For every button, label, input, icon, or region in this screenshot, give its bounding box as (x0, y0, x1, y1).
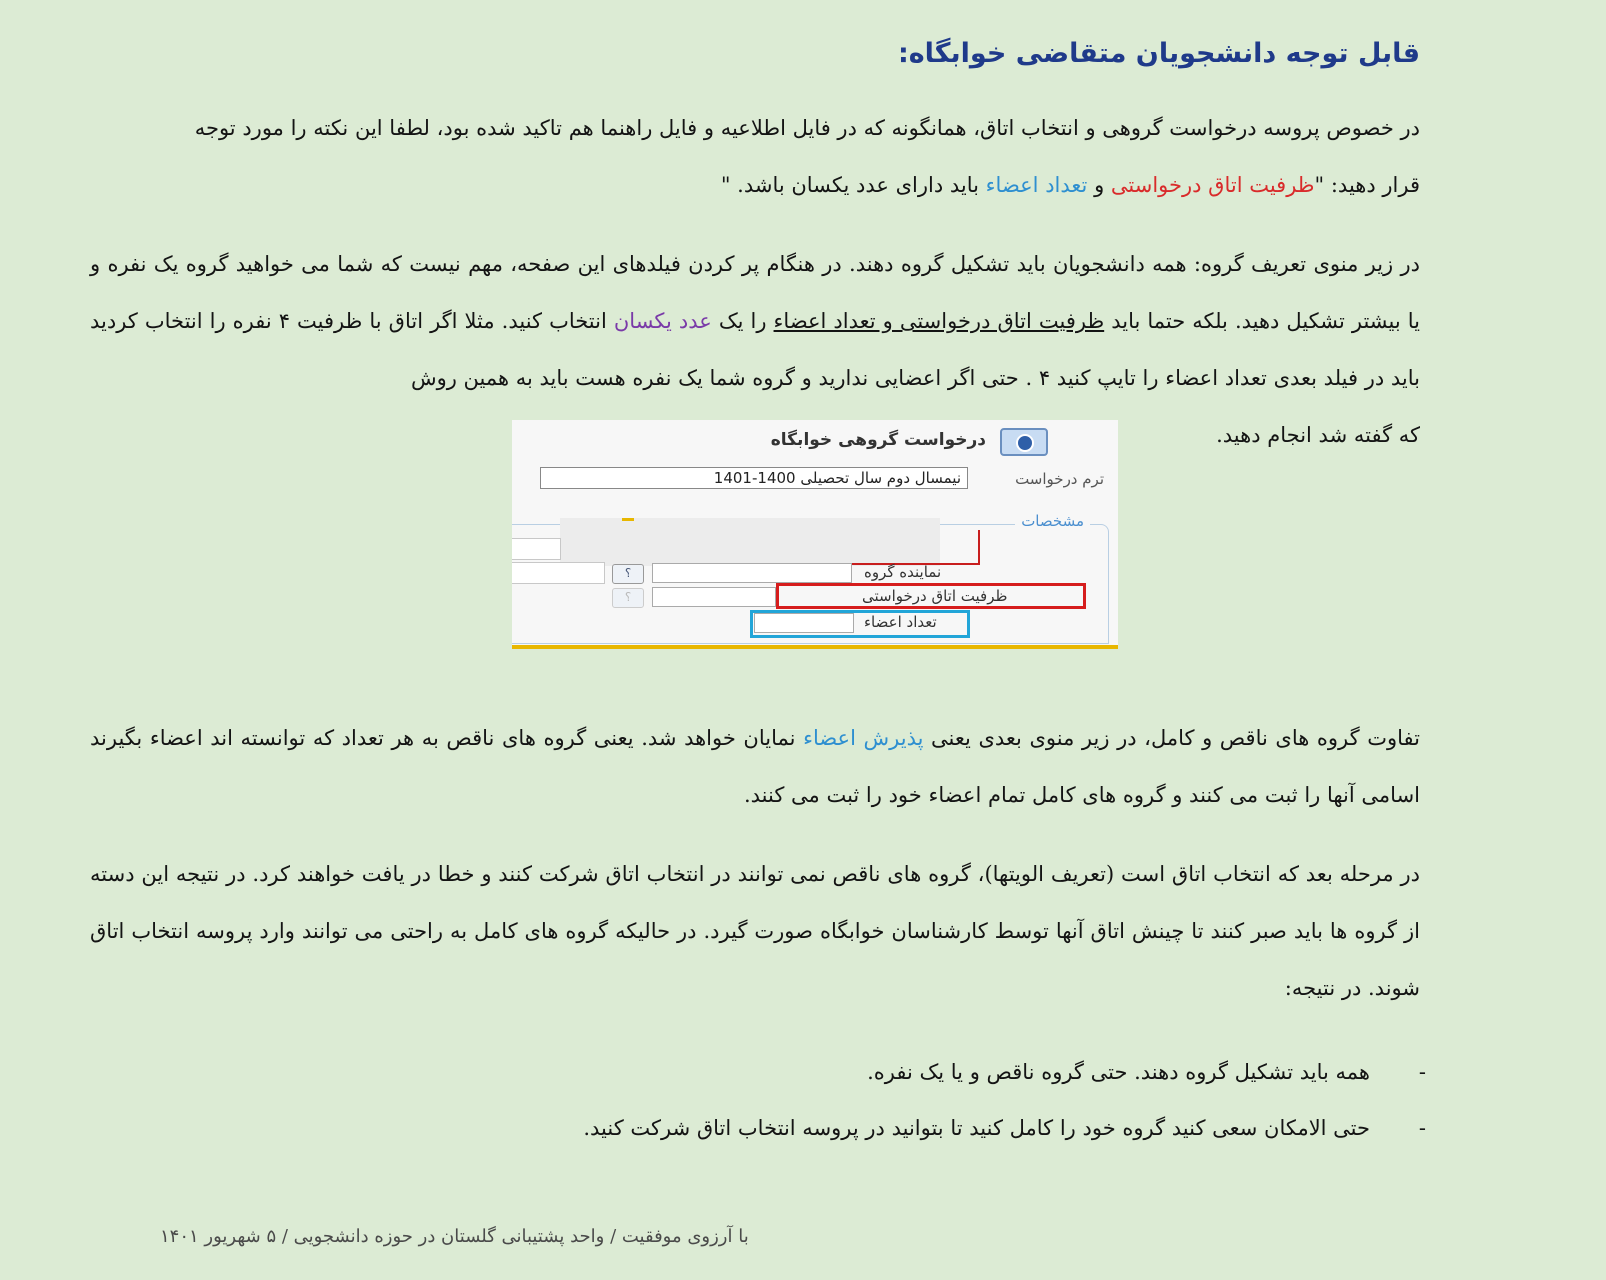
red-marker-vertical (978, 530, 980, 564)
bullet-item-1 (270, 1052, 1426, 1092)
help-button-2[interactable]: ؟ (612, 588, 644, 608)
footer-signature: با آرزوی موفقیت / واحد پشتیبانی گلستان در حوزه دانشجویی / ۵ شهریور ۱۴۰۱ (160, 1226, 749, 1247)
paragraph-2-b: را یک (711, 309, 774, 333)
paragraph-2-d: که گفته شد انجام دهید. (1216, 423, 1420, 447)
bullet-text-1: همه باید تشکیل گروه دهند. حتی گروه ناقص و یا یک نفره. (867, 1060, 1370, 1084)
form-header-icon (1000, 428, 1048, 456)
and-text: و (1087, 173, 1111, 197)
paragraph-1 (90, 100, 1420, 214)
term-label: ترم درخواست (1015, 470, 1104, 488)
underlined-fields-text: ظرفیت اتاق درخواستی و تعداد اعضاء (773, 309, 1105, 333)
bullet-dash-1: - (1418, 1060, 1426, 1084)
member-count-highlight: تعداد اعضاء (985, 173, 1088, 197)
group-representative-input[interactable] (652, 563, 852, 583)
paragraph-3-b: نمایان خواهد شد. یعنی گروه های ناقص به هر تعداد که توانسته اند اعضاء بگیرند اسامی آنها را ثبت می کنند و گروه های کامل تمام اعضاء خود را ثبت می کنند. (90, 726, 1420, 807)
member-count-highlight-box (750, 610, 970, 638)
bullet-dash-2: - (1418, 1116, 1426, 1140)
bullet-item-2 (270, 1108, 1426, 1148)
accept-members-highlight: پذیرش اعضاء (803, 726, 924, 750)
room-capacity-highlight-box (776, 583, 1086, 609)
term-select[interactable]: نیمسال دوم سال تحصیلی 1400-1401 (540, 467, 968, 489)
same-number-highlight: عدد یکسان (613, 309, 712, 333)
details-legend: مشخصات (1015, 512, 1090, 530)
group-representative-label: نماینده گروه (864, 563, 942, 581)
room-capacity-label: ظرفیت اتاق درخواستی (862, 587, 1008, 605)
form-header-title: درخواست گروهی خوابگاه (770, 430, 986, 450)
paragraph-2-a: در زیر منوی تعریف گروه: همه دانشجویان باید تشکیل گروه دهند. در هنگام پر کردن فیلدهای این صفحه، مهم نیست که شما می خواهید گروه یک نفره و یا بیشتر تشکیل دهید. بلکه حتما باید (90, 252, 1421, 333)
paragraph-2 (90, 236, 1420, 407)
paragraph-4: در مرحله بعد که انتخاب اتاق است (تعریف الویتها)، گروه های ناقص نمی توانند در انتخاب اتاق شرکت کنند و خطا در یافت خواهند کرد. در نتیجه این دسته از گروه ها باید صبر کنند تا چینش اتاق آنها توسط کارشناسان خوابگاه صورت گیرد. در حالیکه گروه های کامل به راحتی می توانند وارد پروسه انتخاب اتاق شوند. در نتیجه: (90, 862, 1420, 1000)
paragraph-2-tail (1120, 407, 1420, 464)
paragraph-1-end: باید دارای عدد یکسان باشد. " (720, 173, 986, 197)
left-input-3[interactable] (512, 562, 605, 584)
paragraph-3-a: تفاوت گروه های ناقص و کامل، در زیر منوی بعدی یعنی (923, 726, 1420, 750)
member-count-label: تعداد اعضاء (864, 613, 937, 631)
room-capacity-input[interactable] (652, 587, 776, 607)
marker-dot (622, 518, 634, 521)
paragraph-1-line2-start: قرار دهید: " (1314, 173, 1420, 197)
help-button-1[interactable]: ؟ (612, 564, 644, 584)
blurred-area (560, 518, 940, 566)
paragraph-2-c: انتخاب کنید. مثلا اگر اتاق با ظرفیت ۴ نفره را انتخاب کردید باید در فیلد بعدی تعداد اعضاء را تایپ کنید ۴ . حتی اگر اعضایی ندارید و گروه شما یک نفره هست باید به همین روش (90, 309, 1420, 390)
room-capacity-highlight: ظرفیت اتاق درخواستی (1110, 173, 1315, 197)
left-input-1[interactable] (512, 538, 561, 560)
form-screenshot (512, 420, 1118, 649)
page-title: قابل توجه دانشجویان متقاضی خوابگاه: (897, 38, 1420, 69)
paragraph-3 (90, 710, 1420, 824)
paragraph-1-line1: در خصوص پروسه درخواست گروهی و انتخاب اتاق، همانگونه که در فایل اطلاعیه و فایل راهنما هم تاکید شده بود، لطفا این نکته را مورد توجه (194, 116, 1420, 140)
bullet-text-2: حتی الامکان سعی کنید گروه خود را کامل کنید تا بتوانید در پروسه انتخاب اتاق شرکت کنید. (583, 1116, 1370, 1140)
